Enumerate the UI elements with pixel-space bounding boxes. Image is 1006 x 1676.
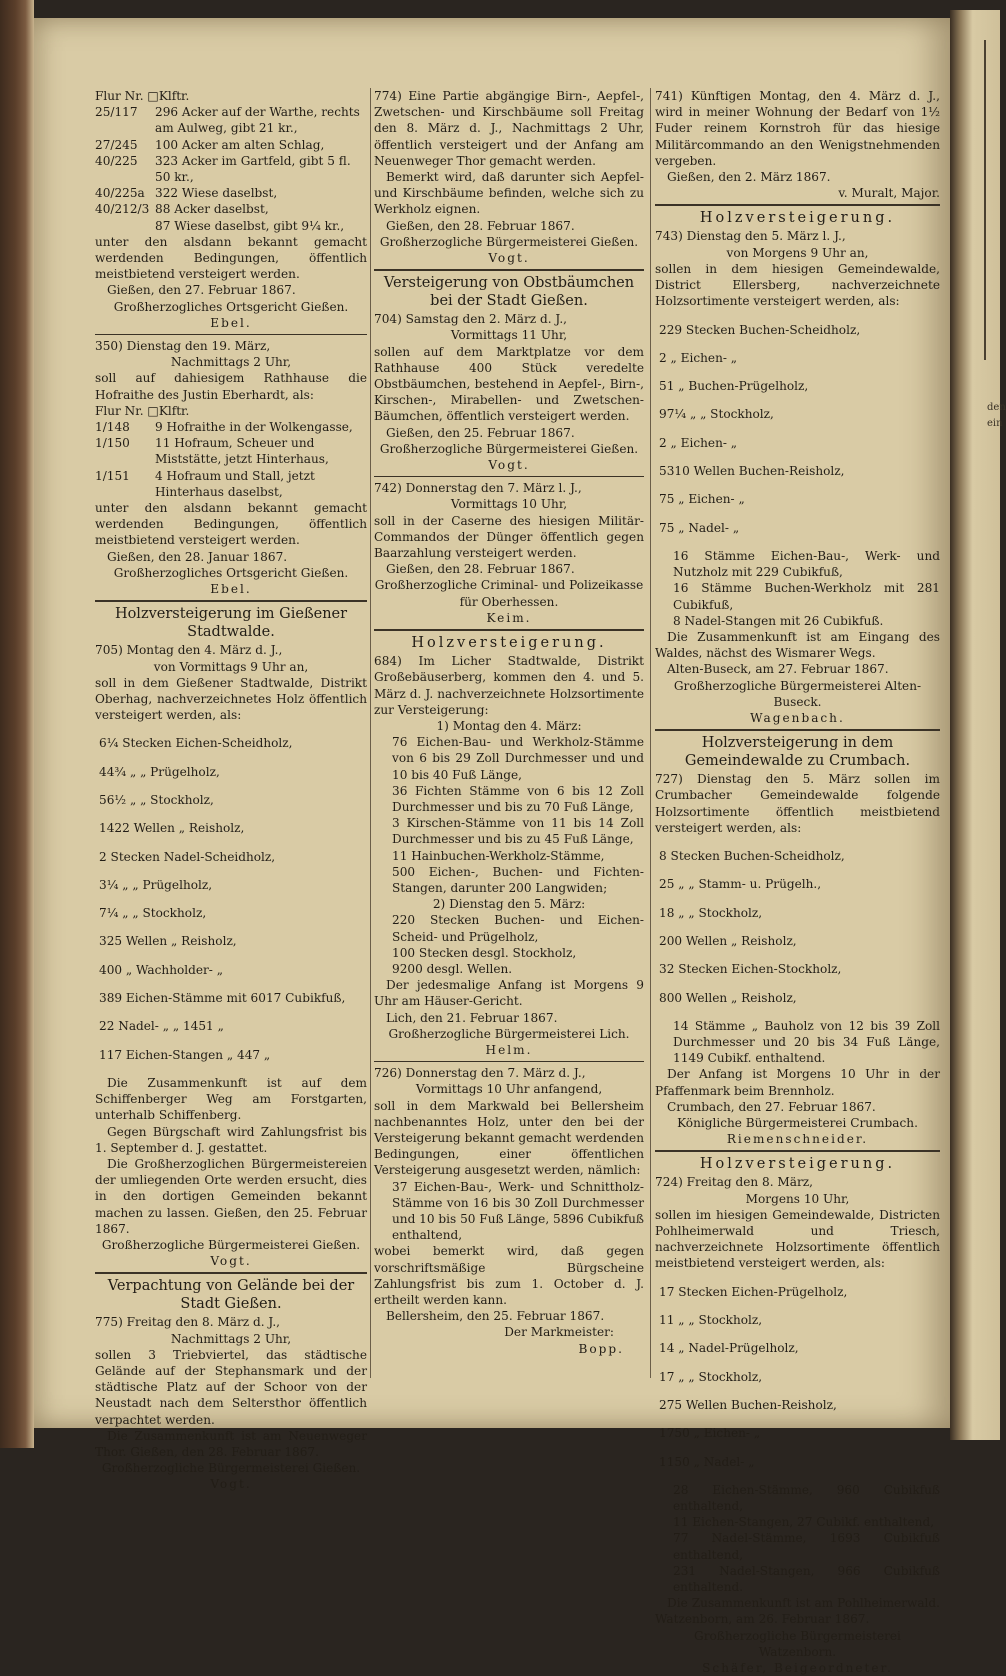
notice-text: sollen 3 Triebviertel, das städtische Gelände auf der Stephansmark und der städtische Platz auf der Schoor von der Neustadt nach dem Seltersthor öffentlich verpachtet werden. (95, 1347, 367, 1427)
notice-heading: 350) Dienstag den 19. März, (95, 339, 271, 354)
facing-page-ornament (984, 40, 1002, 360)
list-item: 100 Stecken desgl. Stockholz, (392, 945, 577, 960)
list-item: 8 Nadel-Stangen mit 26 Cubikfuß. (673, 613, 884, 628)
notice-authority: Großherzogliche Bürgermeisterei Lich. (388, 1026, 630, 1041)
notice-date: Gießen, den 28. Februar 1867. (386, 562, 575, 577)
column-3 (655, 88, 940, 1676)
notice-heading-time: Nachmittags 2 Uhr, (170, 355, 292, 370)
list-item: 14 „ Nadel-Prügelholz, (659, 1341, 799, 1356)
divider (374, 1061, 644, 1062)
section-title: Versteigerung von Obstbäumchen bei der Stadt Gießen. (383, 275, 635, 310)
table-header: Flur Nr. □Klftr. (95, 403, 190, 418)
notice-authority: Großherzogliches Ortsgericht Gießen. (113, 299, 349, 314)
notice-text: wobei bemerkt wird, daß gegen vorschriftsmäßige Bürgscheine Zahlungsfrist bis zum 1. October d. J. ertheilt werden kann. (374, 1244, 644, 1308)
notice-heading-time: von Vormittags 9 Uhr an, (153, 659, 309, 674)
notice-signature: Helm. (485, 1042, 533, 1057)
list-item: 389 Eichen-Stämme mit 6017 Cubikfuß, (99, 991, 346, 1006)
notice-text: Die Zusammenkunft ist auf dem Schiffenberger Weg am Forstgarten, unterhalb Schiffenberg. (95, 1075, 367, 1123)
notice-signature: Schäfer, Beigeordneter. (702, 1661, 893, 1676)
notice-date: Alten-Buseck, am 27. Februar 1867. (667, 662, 889, 677)
notice-signature: Ebel. (210, 582, 252, 597)
notice-heading: 775) Freitag den 8. März d. J., (95, 1315, 281, 1330)
list-item: 9200 desgl. Wellen. (392, 961, 513, 976)
list-item: 32 Stecken Eichen-Stockholz, (659, 962, 842, 977)
notice-text: 774) Eine Partie abgängige Birn-, Aepfel-, Zwetschen- und Kirschbäume soll Freitag den 8. März d. J., Nachmittags 2 Uhr, öffentlich versteigert und der Anfang am Neuenweger Thor gemacht werden. (374, 89, 644, 168)
list-item: 500 Eichen-, Buchen- und Fichten-Stangen, darunter 200 Langwiden; (392, 864, 644, 895)
list-item: 17 „ „ Stockholz, (659, 1369, 763, 1384)
list-item: 18 „ „ Stockholz, (659, 905, 763, 920)
list-item: 77 Nadel-Stämme, 1693 Cubikfuß enthaltend, (673, 1531, 940, 1562)
notice-signature: Ebel. (210, 315, 252, 330)
notice-date: Lich, den 21. Februar 1867. (386, 1010, 558, 1025)
book-spine-left (0, 0, 34, 1448)
list-item: 231 Nadel-Stangen, 966 Cubikfuß enthaltend. (673, 1563, 940, 1595)
divider (95, 600, 367, 602)
list-item: 28 Eichen-Stämme, 960 Cubikfuß enthaltend, (673, 1482, 940, 1514)
notice-text: soll in dem Markwald bei Bellersheim nachbenanntes Holz, unter den bei der Versteigerung bekannt gemacht werdenden Bedingungen, einer öffentlichen Versteigerung ausgesetzt werden, nämlich: (374, 1098, 644, 1178)
divider (95, 1272, 367, 1274)
divider (655, 729, 940, 731)
notice-heading: 742) Donnerstag den 7. März l. J., (374, 481, 582, 496)
notice-date: Crumbach, den 27. Februar 1867. (667, 1099, 876, 1114)
section-title: Holzversteigerung. (699, 210, 896, 227)
list-item: 3¼ „ „ Prügelholz, (99, 877, 213, 892)
notice-text: soll in der Caserne des hiesigen Militär-Commandos der Dünger öffentlich gegen Baarzahlung versteigert werden. (374, 513, 644, 561)
list-item: 16 Stämme Buchen-Werkholz mit 281 Cubikfuß, (673, 581, 940, 612)
list-item: 1150 „ Nadel- „ (659, 1454, 755, 1469)
divider (374, 629, 644, 631)
notice-text: 727) Dienstag den 5. März sollen im Crumbacher Gemeindewalde folgende Holzsortimente öffentlich meistbietend versteigert werden, als: (655, 772, 940, 835)
notice-date: Gießen, den 28. Januar 1867. (107, 549, 288, 564)
notice-heading-time: Vormittags 11 Uhr, (450, 328, 568, 343)
list-item: 22 Nadel- „ „ 1451 „ (99, 1019, 224, 1034)
notice-text: Die Zusammenkunft ist am Neuenweger Thor. Gießen, den 28. Februar 1867. (95, 1428, 367, 1460)
notice-signature: Vogt. (210, 1254, 252, 1269)
notice-heading-time: Vormittags 10 Uhr, (450, 497, 568, 512)
notice-heading-time: von Morgens 9 Uhr an, (726, 245, 869, 260)
list-item: 37 Eichen-Bau-, Werk- und Schnittholz-Stämme von 16 bis 30 Zoll Durchmesser und 10 bis 50 Fuß Länge, 5896 Cubikfuß enthaltend, (392, 1179, 644, 1243)
notice-text: sollen auf dem Marktplatze vor dem Rathhause 400 Stück veredelte Obstbäumchen, bestehend in Aepfel-, Birn-, Kirschen-, Mirabellen- und Zwetschen-Bäumchen, öffentlich versteigert werden. (374, 344, 644, 424)
notice-text: 684) Im Licher Stadtwalde, Distrikt Großebäuserberg, kommen den 4. und 5. März d. J. nachverzeichnete Holzsortimente zur Versteigerung: (374, 654, 644, 717)
notice-text: sollen im hiesigen Gemeindewalde, Districten Pohlheimerwald und Triesch, nachverzeichnete Holzsortimente öffentlich meistbietend versteigert werden, als: (655, 1207, 940, 1271)
list-item: 800 Wellen „ Reisholz, (659, 990, 797, 1005)
section-title: Holzversteigerung. (699, 1156, 896, 1173)
column-divider (650, 88, 651, 1378)
notice-text: Der jedesmalige Anfang ist Morgens 9 Uhr am Häuser-Gericht. (374, 978, 644, 1009)
column-2 (374, 88, 644, 1357)
notice-date: Gießen, den 2. März 1867. (667, 170, 831, 185)
notice-date: Gießen, den 27. Februar 1867. (107, 283, 296, 298)
table-row: 40/225 323 Acker im Gartfeld, gibt 5 fl. 50 kr., (95, 153, 351, 185)
list-item: 14 Stämme „ Bauholz von 12 bis 39 Zoll Durchmesser und 20 bis 34 Fuß Länge, 1149 Cubikf. enthaltend. (673, 1018, 940, 1066)
notice-signature: Bopp. (578, 1341, 624, 1356)
list-item: 117 Eichen-Stangen „ 447 „ (99, 1047, 271, 1062)
notice-heading: 726) Donnerstag den 7. März d. J., (374, 1066, 586, 1081)
list-item: 275 Wellen Buchen-Reisholz, (659, 1397, 837, 1412)
notice-text: Gegen Bürgschaft wird Zahlungsfrist bis 1. September d. J. gestattet. (95, 1124, 367, 1155)
notice-signature: Keim. (486, 610, 532, 625)
divider (95, 334, 367, 335)
list-item: 2 „ Eichen- „ (659, 350, 738, 365)
section-title: Holzversteigerung. (411, 635, 607, 652)
notice-date: Bellersheim, den 25. Februar 1867. (386, 1309, 605, 1324)
notice-text: Die Zusammenkunft ist am Eingang des Waldes, nächst des Wismarer Wegs. (655, 629, 940, 661)
table-row: 40/225a 322 Wiese daselbst, (95, 186, 278, 201)
list-item: 2 Stecken Nadel-Scheidholz, (99, 849, 276, 864)
list-item: 75 „ Eichen- „ (659, 492, 745, 507)
notice-authority: Königliche Bürgermeisterei Crumbach. (677, 1116, 918, 1131)
table-row: 25/117 296 Acker auf der Warthe, rechts am Aulweg, gibt 21 kr., (95, 105, 360, 136)
notice-authority: Großherzogliche Bürgermeisterei Watzenborn. (694, 1628, 901, 1659)
notice-signature: Riemenschneider. (726, 1132, 869, 1147)
notice-authority: Der Markmeister: (504, 1325, 614, 1340)
column-divider (370, 88, 371, 1378)
list-item: 229 Stecken Buchen-Scheidholz, (659, 322, 861, 337)
notice-text: Die Zusammenkunft ist am Pohlheimerwald. Watzenborn, am 26. Februar 1867. (655, 1596, 940, 1627)
notice-authority: Großherzogliche Bürgermeisterei Alten-Buseck. (673, 678, 922, 709)
notice-signature: Vogt. (488, 251, 530, 266)
list-item: 325 Wellen „ Reisholz, (99, 934, 237, 949)
notice-authority: Großherzogliche Bürgermeisterei Gießen. (101, 1461, 361, 1476)
list-item: 200 Wellen „ Reisholz, (659, 933, 797, 948)
list-item: 36 Fichten Stämme von 6 bis 12 Zoll Durchmesser und bis zu 70 Fuß Länge, (392, 783, 644, 814)
list-item: 76 Eichen-Bau- und Werkholz-Stämme von 6 bis 29 Zoll Durchmesser und und 10 bis 40 Fuß Länge, (392, 735, 644, 782)
table-row: 1/150 11 Hofraum, Scheuer und Miststätte, jetzt Hinterhaus, (95, 436, 329, 467)
notice-text: Die Großherzoglichen Bürgermeistereien der umliegenden Orte werden ersucht, dies in den dortigen Gemeinden bekannt machen zu lassen. Gießen, den 25. Februar 1867. (95, 1156, 367, 1236)
notice-signature: Vogt. (488, 458, 530, 473)
notice-heading: 743) Dienstag den 5. März l. J., (655, 229, 846, 244)
divider (655, 1150, 940, 1152)
column-1 (95, 88, 367, 1493)
table-row: 1/151 4 Hofraum und Stall, jetzt Hinterhaus daselbst, (95, 468, 315, 499)
divider (374, 269, 644, 271)
list-item: 2 „ Eichen- „ (659, 435, 738, 450)
divider (374, 476, 644, 477)
notice-heading: 704) Samstag den 2. März d. J., (374, 312, 568, 327)
notice-heading: 705) Montag den 4. März d. J., (95, 643, 283, 658)
notice-authority: Großherzogliche Criminal- und Polizeikasse für Oberhessen. (374, 578, 644, 609)
notice-signature: v. Muralt, Major. (838, 186, 940, 201)
list-item: 6¼ Stecken Eichen-Scheidholz, (99, 736, 293, 751)
list-item: 44¾ „ „ Prügelholz, (99, 764, 220, 779)
table-row: 40/212/3 88 Acker daselbst, (95, 202, 269, 217)
list-item: 75 „ Nadel- „ (659, 520, 740, 535)
notice-date: Gießen, den 25. Februar 1867. (386, 425, 575, 440)
section-title: Holzversteigerung im Gießener Stadtwalde. (114, 606, 348, 641)
notice-heading-time: Vormittags 10 Uhr anfangend, (415, 1082, 603, 1097)
notice-text: 741) Künftigen Montag, den 4. März d. J., wird in meiner Wohnung der Bedarf von 1½ Fuder reinem Kornstroh für das hiesige Militärcommando an den Wenigstnehmenden vergeben. (655, 89, 940, 168)
notice-text: unter den alsdann bekannt gemacht werdenden Bedingungen, öffentlich meistbietend versteigert werden. (95, 501, 367, 548)
list-item: 3 Kirschen-Stämme von 11 bis 14 Zoll Durchmesser und bis zu 45 Fuß Länge, (392, 816, 644, 847)
notice-signature: Vogt. (210, 1477, 252, 1492)
notice-text: Bemerkt wird, daß darunter sich Aepfel- und Kirschbäume befinden, welche sich zu Werkholz eignen. (374, 170, 644, 217)
notice-text: Der Anfang ist Morgens 10 Uhr in der Pfaffenmark beim Brennholz. (655, 1067, 940, 1098)
notice-text: unter den alsdann bekannt gemacht werdenden Bedingungen, öffentlich meistbietend versteigert werden. (95, 234, 367, 282)
notice-heading-time: Morgens 10 Uhr, (745, 1191, 850, 1206)
notice-date: Gießen, den 28. Februar 1867. (386, 218, 575, 233)
notice-text: soll in dem Gießener Stadtwalde, Distrikt Oberhag, nachverzeichnetes Holz öffentlich versteigert werden, als: (95, 675, 367, 723)
list-item: 1750 „ Eichen- „ (659, 1426, 761, 1441)
list-item: 1422 Wellen „ Reisholz, (99, 821, 245, 836)
notice-authority: Großherzogliches Ortsgericht Gießen. (113, 565, 349, 580)
section-title: Holzversteigerung in dem Gemeindewalde zu Crumbach. (684, 735, 911, 770)
notice-authority: Großherzogliche Bürgermeisterei Gießen. (379, 441, 639, 456)
list-item: 11 Eichen-Stangen, 27 Cubikf. enthaltend, (673, 1515, 935, 1530)
divider (655, 204, 940, 206)
list-item: 11 „ „ Stockholz, (659, 1313, 763, 1328)
list-item: 400 „ Wachholder- „ (99, 962, 224, 977)
list-item: 7¼ „ „ Stockholz, (99, 906, 207, 921)
list-item: 220 Stecken Buchen- und Eichen-Scheid- und Prügelholz, (392, 913, 644, 944)
list-item: 16 Stämme Eichen-Bau-, Werk- und Nutzholz mit 229 Cubikfuß, (673, 548, 940, 580)
list-item: 51 „ Buchen-Prügelholz, (659, 379, 809, 394)
list-item: 11 Hainbuchen-Werkholz-Stämme, (392, 848, 605, 863)
table-header: Flur Nr. □Klftr. (95, 89, 190, 103)
notice-text: sollen in dem hiesigen Gemeindewalde, District Ellersberg, nachverzeichnete Holzsortimente versteigert werden, als: (655, 261, 940, 309)
notice-text: soll auf dahiesigem Rathhause die Hofraithe des Justin Eberhardt, als: (95, 371, 367, 402)
day-heading: 1) Montag den 4. März: (436, 718, 582, 733)
table-row: 87 Wiese daselbst, gibt 9¼ kr., (155, 218, 345, 233)
list-item: 25 „ „ Stamm- u. Prügelh., (659, 877, 822, 892)
section-title: Verpachtung von Gelände bei der Stadt Gießen. (107, 1278, 355, 1313)
list-item: 56½ „ „ Stockholz, (99, 793, 214, 807)
facing-page-text: ein (987, 418, 1003, 429)
table-row: 27/245 100 Acker am alten Schlag, (95, 137, 325, 152)
list-item: 17 Stecken Eichen-Prügelholz, (659, 1284, 848, 1299)
list-item: 5310 Wellen Buchen-Reisholz, (659, 464, 845, 479)
notice-authority: Großherzogliche Bürgermeisterei Gießen. (101, 1238, 361, 1252)
notice-signature: Wagenbach. (750, 710, 845, 725)
notice-heading-time: Nachmittags 2 Uhr, (170, 1331, 292, 1346)
list-item: 8 Stecken Buchen-Scheidholz, (659, 849, 845, 864)
list-item: 97¼ „ „ Stockholz, (659, 407, 774, 422)
day-heading: 2) Dienstag den 5. März: (432, 897, 586, 912)
notice-heading: 724) Freitag den 8. März, (655, 1175, 814, 1190)
notice-authority: Großherzogliche Bürgermeisterei Gießen. (379, 234, 639, 249)
facing-page-text: den (987, 402, 1006, 413)
table-row: 1/148 9 Hofraithe in der Wolkengasse, (95, 420, 353, 435)
